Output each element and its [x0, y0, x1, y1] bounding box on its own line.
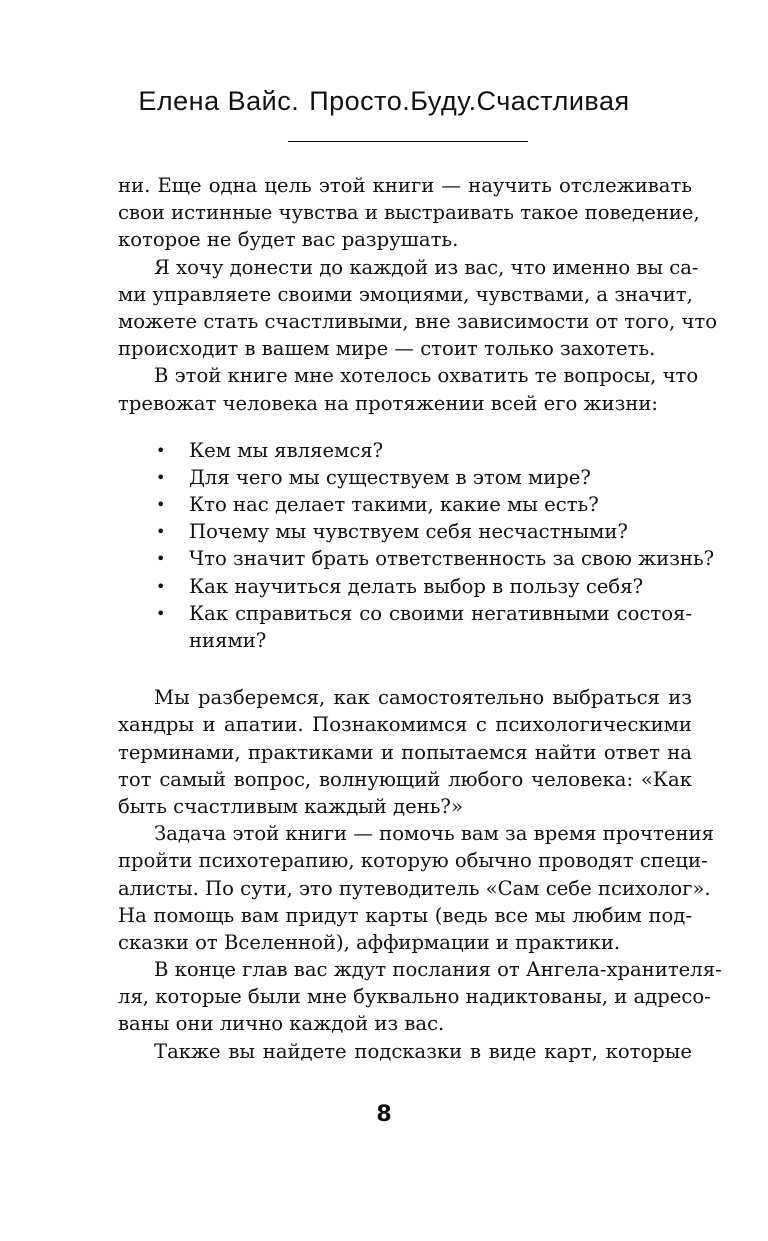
list-item [118, 437, 692, 464]
paragraph [118, 1038, 692, 1065]
text-line: Задача этой книги — помочь вам за время прочтения [154, 822, 714, 846]
paragraph [118, 820, 714, 956]
header-author: Елена Вайс. [138, 86, 300, 116]
text-line: На помощь вам придут карты (ведь все мы любим под- [118, 903, 692, 927]
paragraph [118, 956, 722, 1038]
list-item-text: ниями? [189, 629, 267, 652]
list-item [118, 600, 692, 654]
text-line: Мы разберемся, как самостоятельно выбраться из [154, 686, 692, 710]
list-item [118, 518, 692, 545]
text-line: В конце глав вас ждут послания от Ангела-хранителя- [154, 958, 722, 982]
text-line: Я хочу донести до каждой из вас, что именно вы са- [154, 255, 699, 279]
bullet-icon: • [156, 522, 166, 542]
spacer [118, 417, 692, 437]
paragraph [118, 362, 699, 416]
paragraph [118, 254, 718, 363]
text-line: тревожат человека на протяжении всей его жизни: [118, 391, 659, 415]
text-line: алисты. По сути, это путеводитель «Сам себе психолог». [118, 876, 711, 900]
text-line: терминами, практиками и попытаемся найти ответ на [118, 740, 692, 764]
text-line: Также вы найдете подсказки в виде карт, которые [154, 1039, 692, 1063]
list-item [118, 573, 692, 600]
bullet-icon: • [156, 467, 166, 487]
list-item-text: Кто нас делает такими, какие мы есть? [189, 493, 599, 517]
text-line: быть счастливым каждый день?» [118, 794, 463, 818]
bullet-icon: • [156, 440, 166, 460]
text-line: можете стать счастливыми, вне зависимости от того, что [118, 309, 718, 333]
bullet-icon: • [156, 549, 166, 569]
text-line: пройти психотерапию, которую обычно проводят специ- [118, 849, 708, 873]
spacer [118, 654, 692, 684]
text-line: происходит в вашем мире — стоит только захотеть. [118, 337, 656, 361]
list-item-text: Кем мы являемся? [189, 438, 384, 462]
bullet-icon: • [156, 495, 166, 515]
header-rule [288, 141, 528, 142]
list-item [118, 545, 715, 572]
list-item-text: Что значит брать ответственность за свою жизнь? [189, 547, 715, 571]
body-text [118, 172, 722, 1065]
list-item-text: Для чего мы существуем в этом мире? [189, 465, 591, 489]
text-line: ваны они лично каждой из вас. [118, 1012, 445, 1036]
text-line: В этой книге мне хотелось охватить те вопросы, что [154, 364, 699, 388]
paragraph [118, 172, 700, 254]
list-item [118, 491, 692, 518]
page-number: 8 [376, 1102, 392, 1127]
list-item-text: Как справиться со своими негативными состоя- [189, 601, 692, 625]
text-line: хандры и апатии. Познакомимся с психологическими [118, 713, 692, 737]
paragraph [118, 684, 692, 820]
text-line: ни. Еще одна цель этой книги — научить отслеживать [118, 174, 692, 197]
text-line: ми управляете своими эмоциями, чувствами, а значит, [118, 282, 693, 306]
list-item [118, 464, 692, 491]
text-line: свои истинные чувства и выстраивать такое поведение, [118, 201, 700, 225]
bullet-icon: • [156, 576, 166, 596]
text-line: тот самый вопрос, волнующий любого человека: «Как [118, 767, 692, 791]
list-item-text: Почему мы чувствуем себя несчастными? [189, 520, 628, 544]
header-title: Просто.Буду.Счастливая [309, 86, 630, 116]
text-line: сказки от Вселенной), аффирмации и практики. [118, 930, 621, 954]
list-item-text: Как научиться делать выбор в пользу себя? [189, 574, 644, 598]
bullet-icon: • [156, 603, 166, 623]
text-line: ля, которые были мне буквально надиктованы, и адресо- [118, 985, 711, 1009]
text-line: которое не будет вас разрушать. [118, 228, 459, 252]
running-header [0, 86, 768, 117]
question-list [118, 437, 715, 655]
